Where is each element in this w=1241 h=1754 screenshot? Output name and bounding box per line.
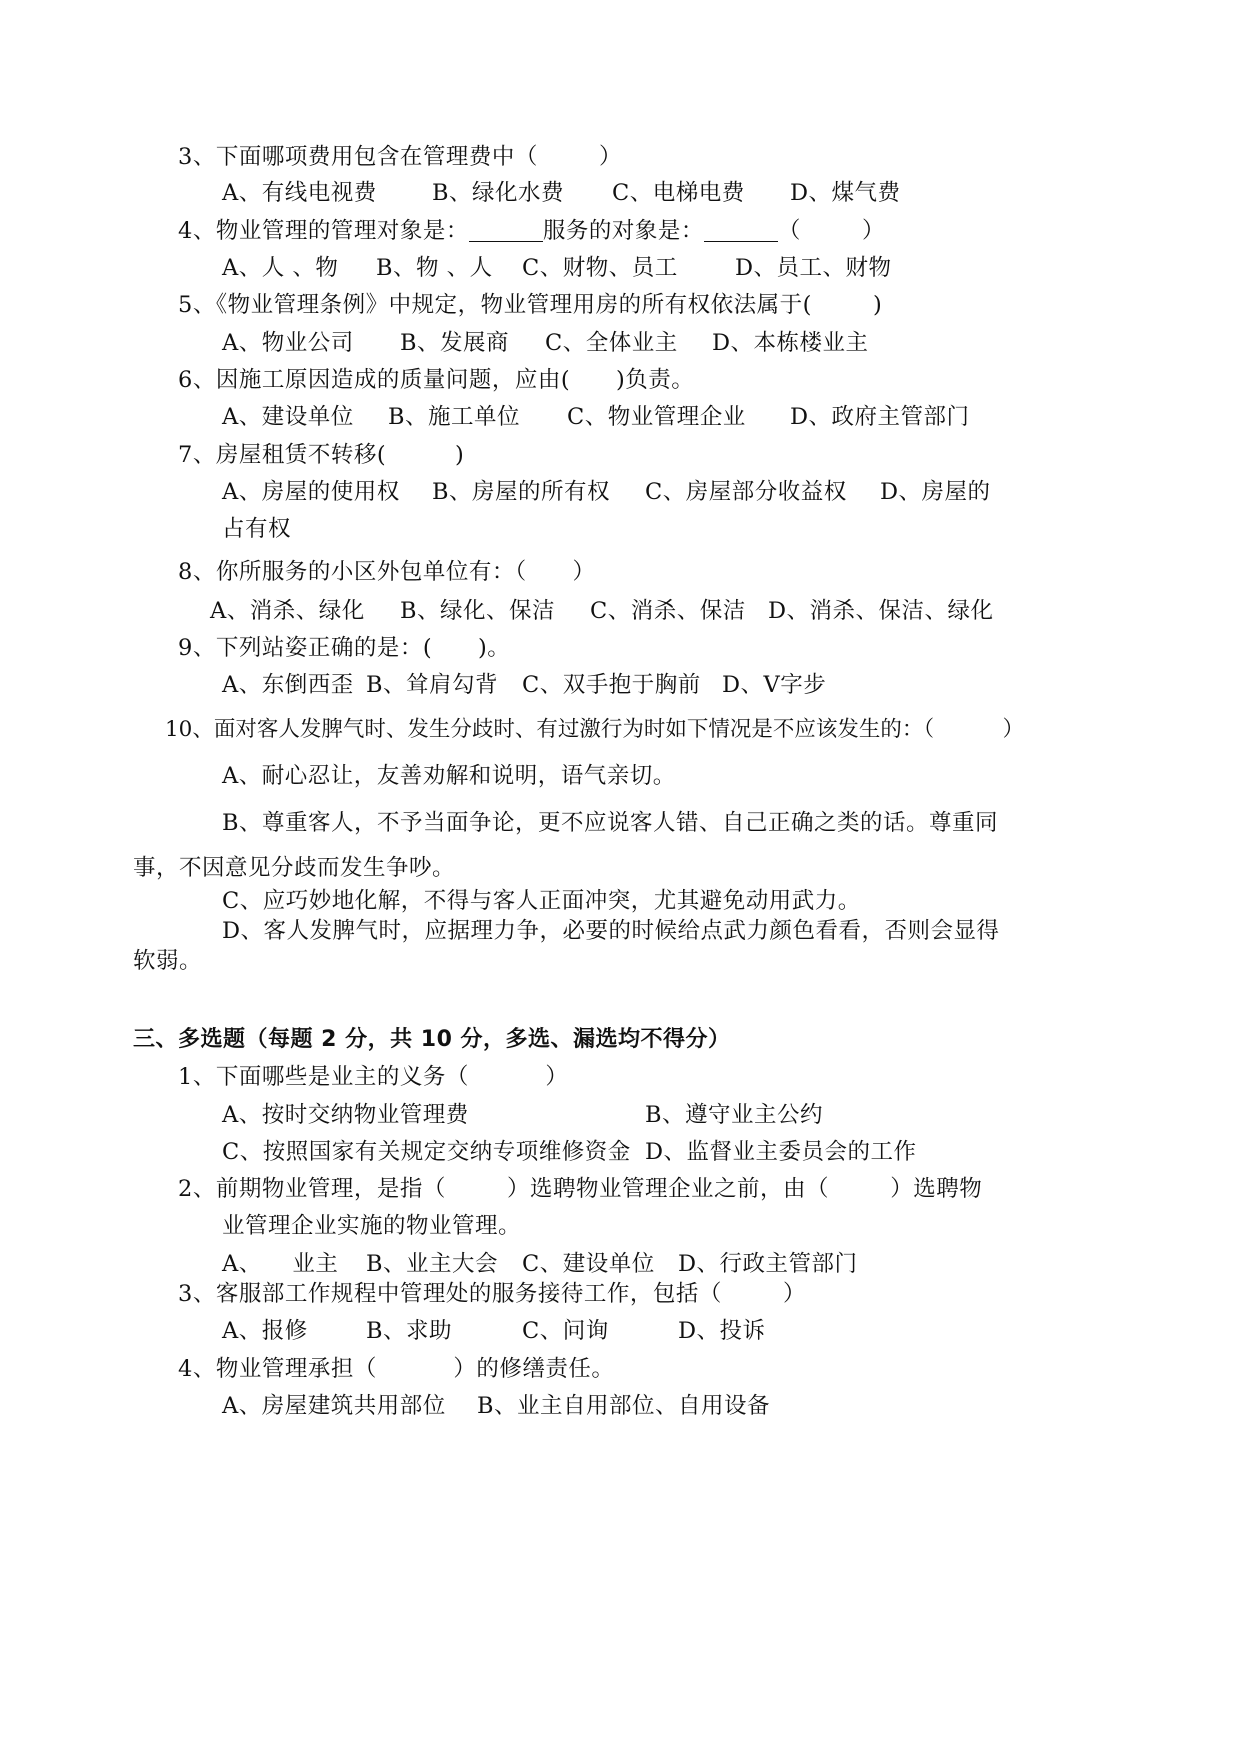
m4-stem: 4、物业管理承担（ ）的修缮责任。 bbox=[178, 1356, 615, 1382]
q10-stem: 10、面对客人发脾气时、发生分歧时、有过激行为时如下情况是不应该发生的：（ ） bbox=[165, 717, 1024, 742]
m2-option-c: C、建设单位 bbox=[522, 1251, 655, 1277]
m4-option-a: A、房屋建筑共用部位 bbox=[222, 1393, 446, 1419]
m4-option-b: B、业主自用部位、自用设备 bbox=[477, 1393, 771, 1419]
q10-option-b-line2: 事，不因意见分歧而发生争吵。 bbox=[133, 855, 456, 881]
q5-stem: 5、《物业管理条例》中规定，物业管理用房的所有权依法属于( ) bbox=[178, 292, 883, 318]
q3-option-d: D、煤气费 bbox=[790, 180, 901, 206]
q6-option-b: B、施工单位 bbox=[388, 404, 521, 430]
q7-option-d-continued: 占有权 bbox=[222, 516, 292, 542]
q10-option-d-line2: 软弱。 bbox=[133, 948, 203, 974]
q9-option-b: B、耸肩勾背 bbox=[366, 672, 499, 698]
m3-option-c: C、问询 bbox=[522, 1318, 609, 1344]
q8-option-a: A、消杀、绿化 bbox=[210, 598, 365, 624]
q7-option-c: C、房屋部分收益权 bbox=[645, 479, 847, 505]
q4-stem-part1: 4、物业管理的管理对象是： bbox=[178, 218, 469, 244]
m3-stem: 3、客服部工作规程中管理处的服务接待工作，包括（ ） bbox=[178, 1281, 807, 1307]
m2-option-a: A、 业主 bbox=[222, 1251, 339, 1277]
m3-option-d: D、投诉 bbox=[678, 1318, 766, 1344]
q5-option-d: D、本栋楼业主 bbox=[712, 330, 869, 356]
q9-stem: 9、下列站姿正确的是：( )。 bbox=[178, 635, 511, 661]
q4-stem bbox=[178, 216, 885, 246]
q4-blank-2 bbox=[704, 219, 778, 242]
q4-option-c: C、财物、员工 bbox=[522, 255, 678, 281]
q5-option-a: A、物业公司 bbox=[222, 330, 354, 356]
section-heading: 三、多选题（每题 2 分，共 10 分，多选、漏选均不得分） bbox=[133, 1027, 731, 1052]
q8-stem: 8、你所服务的小区外包单位有：（ ） bbox=[178, 559, 596, 585]
q3-stem: 3、下面哪项费用包含在管理费中（ ） bbox=[178, 144, 623, 170]
q4-option-d: D、员工、财物 bbox=[735, 255, 892, 281]
q4-blank-1 bbox=[469, 219, 543, 242]
m3-option-b: B、求助 bbox=[366, 1318, 453, 1344]
q4-option-b: B、物 、人 bbox=[376, 255, 493, 281]
q5-option-c: C、全体业主 bbox=[545, 330, 678, 356]
q7-option-b: B、房屋的所有权 bbox=[432, 479, 611, 505]
q10-option-b-line1: B、尊重客人，不予当面争论，更不应说客人错、自己正确之类的话。尊重同 bbox=[222, 810, 999, 836]
q8-option-c: C、消杀、保洁 bbox=[590, 598, 746, 624]
m1-stem: 1、下面哪些是业主的义务（ ） bbox=[178, 1064, 569, 1090]
q7-option-d: D、房屋的 bbox=[880, 479, 991, 505]
q4-stem-part2: 服务的对象是： bbox=[542, 218, 704, 244]
q3-option-a: A、有线电视费 bbox=[222, 180, 377, 206]
q7-stem: 7、房屋租赁不转移( ) bbox=[178, 442, 465, 468]
q4-stem-part3: （ ） bbox=[777, 218, 886, 244]
q9-option-c: C、双手抱于胸前 bbox=[522, 672, 701, 698]
q10-option-c: C、应巧妙地化解，不得与客人正面冲突，尤其避免动用武力。 bbox=[222, 888, 861, 914]
q4-option-a: A、人 、物 bbox=[222, 255, 339, 281]
q3-option-c: C、电梯电费 bbox=[612, 180, 745, 206]
q9-option-a: A、东倒西歪 bbox=[222, 672, 354, 698]
m2-option-b: B、业主大会 bbox=[366, 1251, 499, 1277]
m1-option-c: C、按照国家有关规定交纳专项维修资金 bbox=[222, 1139, 631, 1165]
q5-option-b: B、发展商 bbox=[400, 330, 510, 356]
q9-option-d: D、V字步 bbox=[722, 672, 827, 698]
m2-stem-continued: 业管理企业实施的物业管理。 bbox=[222, 1213, 522, 1239]
q6-option-a: A、建设单位 bbox=[222, 404, 354, 430]
q3-option-b: B、绿化水费 bbox=[432, 180, 565, 206]
m2-option-d: D、行政主管部门 bbox=[678, 1251, 858, 1277]
q6-stem: 6、因施工原因造成的质量问题，应由( )负责。 bbox=[178, 367, 695, 393]
m3-option-a: A、报修 bbox=[222, 1318, 308, 1344]
q10-option-a: A、耐心忍让，友善劝解和说明，语气亲切。 bbox=[222, 763, 676, 789]
m1-option-b: B、遵守业主公约 bbox=[645, 1102, 824, 1128]
m2-stem: 2、前期物业管理，是指（ ）选聘物业管理企业之前，由（ ）选聘物 bbox=[178, 1176, 983, 1202]
q8-option-b: B、绿化、保洁 bbox=[400, 598, 556, 624]
q6-option-c: C、物业管理企业 bbox=[567, 404, 746, 430]
q10-option-d-line1: D、客人发脾气时，应据理力争，必要的时候给点武力颜色看看，否则会显得 bbox=[222, 918, 1000, 944]
q8-option-d: D、消杀、保洁、绿化 bbox=[768, 598, 994, 624]
m1-option-a: A、按时交纳物业管理费 bbox=[222, 1102, 469, 1128]
m1-option-d: D、监督业主委员会的工作 bbox=[645, 1139, 917, 1165]
q6-option-d: D、政府主管部门 bbox=[790, 404, 970, 430]
q7-option-a: A、房屋的使用权 bbox=[222, 479, 400, 505]
